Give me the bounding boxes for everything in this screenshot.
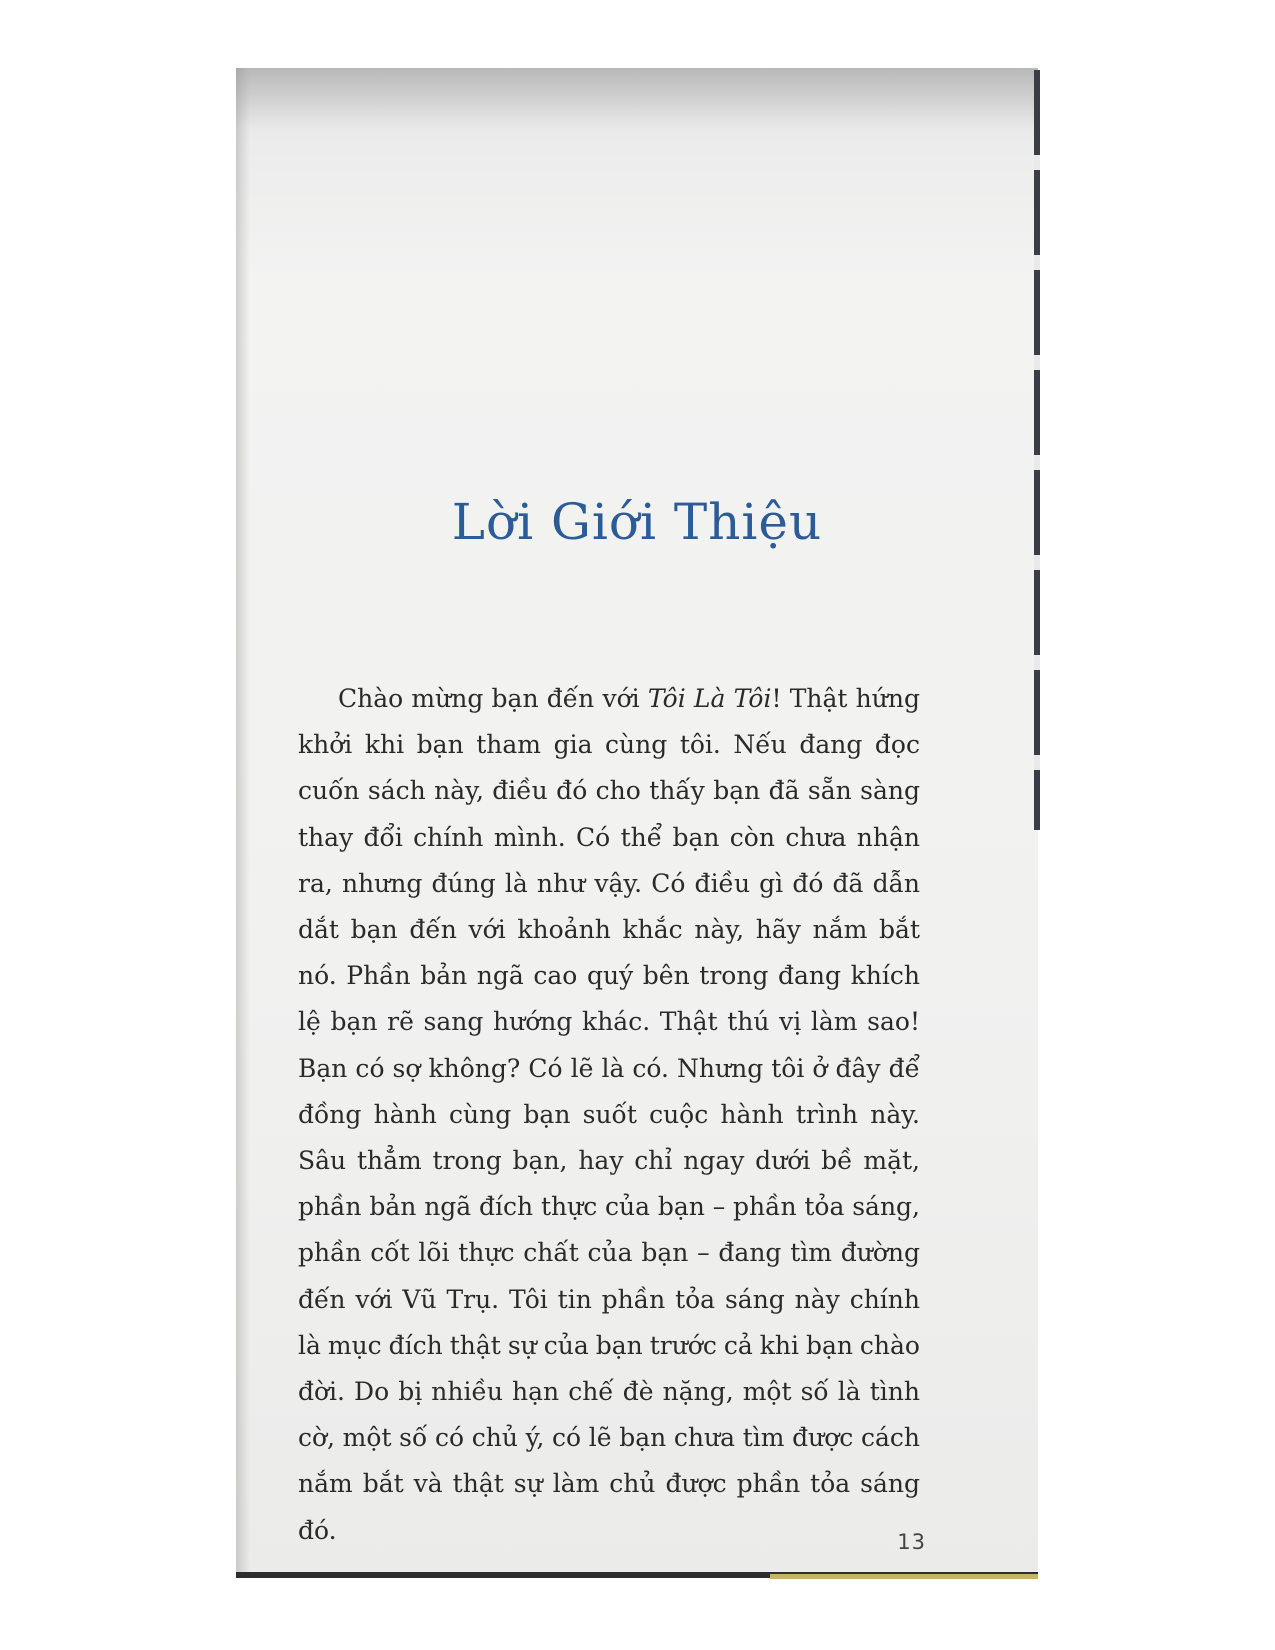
book-page	[236, 68, 1038, 1578]
cover-edge-sliver	[770, 1574, 1038, 1579]
page-top-shadow	[236, 68, 1038, 128]
chapter-title: Lời Giới Thiệu	[451, 493, 823, 551]
book-title-italic: Tôi Là Tôi	[647, 684, 772, 713]
paragraph-rest: ! Thật hứng khởi khi bạn tham gia cùng tôi. Nếu đang đọc cuốn sách này, điều đó cho thấy bạn đã sẵn sàng thay đổi chính mình. Có thể bạn còn chưa nhận ra, nhưng đúng là như vậy. Có điều gì đó đã dẫn dắt bạn đến với khoảnh khắc này, hãy nắm bắt nó. Phần bản ngã cao quý bên trong đang khích lệ bạn rẽ sang hướng khác. Thật thú vị làm sao! Bạn có sợ không? Có lẽ là có. Nhưng tôi ở đây để đồng hành cùng bạn suốt cuộc hành trình này. Sâu thẳm trong bạn, hay chỉ ngay dưới bề mặt, phần bản ngã đích thực của bạn – phần tỏa sáng, phần cốt lõi thực chất của bạn – đang tìm đường đến với Vũ Trụ. Tôi tin phần tỏa sáng này chính là mục đích thật sự của bạn trước cả khi bạn chào đời. Do bị nhiều hạn chế đè nặng, một số là tình cờ, một số có chủ ý, có lẽ bạn chưa tìm được cách nắm bắt và thật sự làm chủ được phần tỏa sáng đó.	[298, 684, 920, 1545]
paragraph-opening: Chào mừng bạn đến với	[338, 684, 648, 713]
introduction-paragraph	[298, 676, 920, 1554]
page-number: 13	[897, 1530, 926, 1554]
adjacent-page-edge	[1034, 70, 1040, 830]
page-gutter-shadow	[236, 68, 250, 1578]
